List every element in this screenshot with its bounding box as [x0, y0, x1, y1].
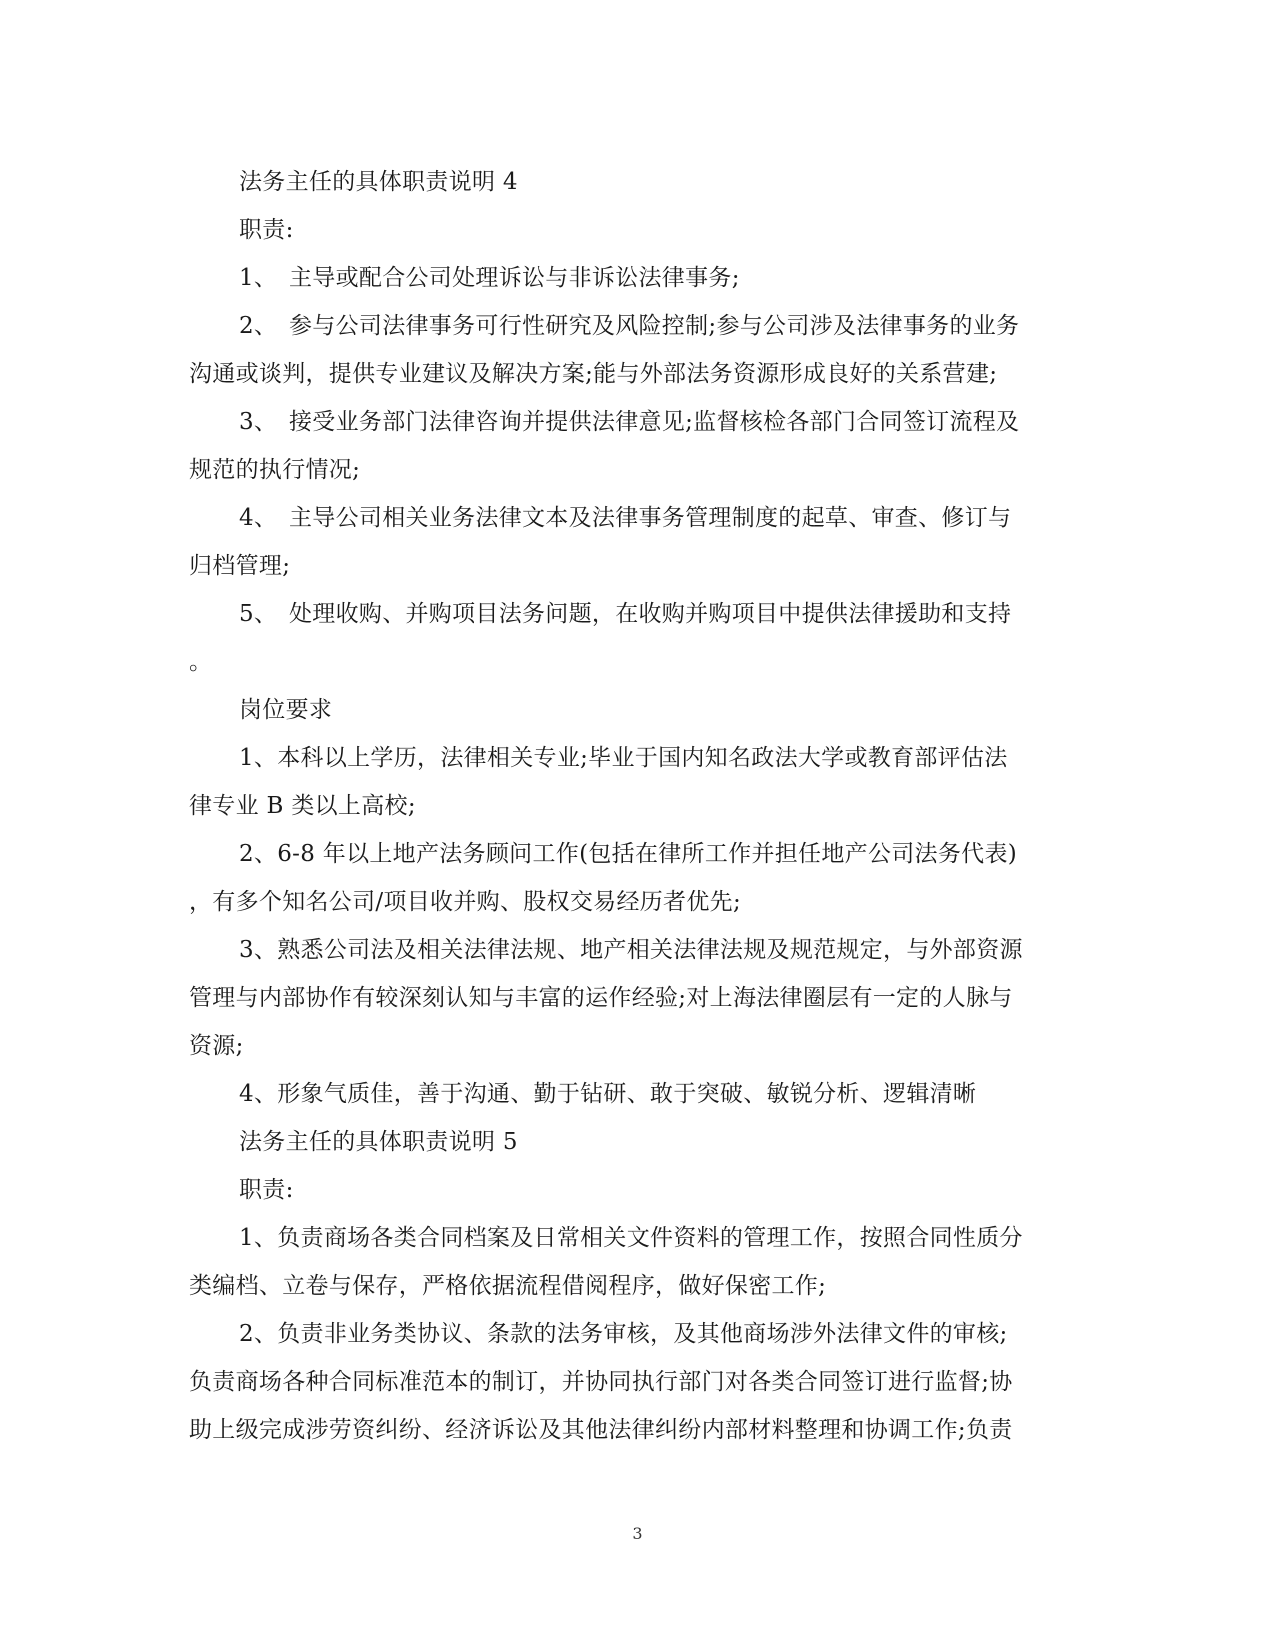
line-text: 资源;	[189, 1033, 244, 1059]
document-body	[189, 158, 1081, 1454]
text-line	[189, 446, 1081, 494]
line-text: 主导公司相关业务法律文本及法律事务管理制度的起草、审查、修订与	[289, 505, 1012, 531]
text-line	[189, 1262, 1081, 1310]
text-line	[189, 1310, 1081, 1358]
text-line	[189, 158, 1081, 206]
text-line	[189, 1166, 1081, 1214]
line-text: 接受业务部门法律咨询并提供法律意见;监督核检各部门合同签订流程及	[289, 409, 1020, 435]
list-number: 5、	[239, 601, 278, 627]
line-text: 处理收购、并购项目法务问题，在收购并购项目中提供法律援助和支持	[289, 601, 1012, 627]
text-line	[189, 1070, 1081, 1118]
text-line	[189, 1406, 1081, 1454]
line-text: 。	[189, 649, 213, 675]
line-text: 沟通或谈判，提供专业建议及解决方案;能与外部法务资源形成良好的关系营建;	[189, 361, 998, 387]
text-line	[189, 350, 1081, 398]
list-number: 3、	[239, 409, 278, 435]
text-line	[189, 686, 1081, 734]
line-text: 规范的执行情况;	[189, 457, 361, 483]
text-line	[189, 1118, 1081, 1166]
line-text: 岗位要求	[239, 697, 333, 723]
text-line	[189, 1214, 1081, 1262]
text-line	[189, 830, 1081, 878]
text-line	[189, 974, 1081, 1022]
text-line	[189, 542, 1081, 590]
text-line	[189, 590, 1081, 638]
line-text: 1、负责商场各类合同档案及日常相关文件资料的管理工作，按照合同性质分	[239, 1225, 1023, 1251]
line-text: 助上级完成涉劳资纠纷、经济诉讼及其他法律纠纷内部材料整理和协调工作;负责	[189, 1417, 1013, 1443]
text-line	[189, 398, 1081, 446]
text-line	[189, 254, 1081, 302]
text-line	[189, 926, 1081, 974]
line-text: 归档管理;	[189, 553, 291, 579]
line-text: 2、负责非业务类协议、条款的法务审核，及其他商场涉外法律文件的审核;	[239, 1321, 1008, 1347]
text-line	[189, 206, 1081, 254]
line-text: 4、形象气质佳，善于沟通、勤于钻研、敢于突破、敏锐分析、逻辑清晰	[239, 1081, 977, 1107]
text-line	[189, 1022, 1081, 1070]
line-text: 负责商场各种合同标准范本的制订，并协同执行部门对各类合同签订进行监督;协	[189, 1369, 1013, 1395]
line-text: 职责:	[239, 217, 294, 243]
text-line	[189, 638, 1081, 686]
line-text: 类编档、立卷与保存，严格依据流程借阅程序，做好保密工作;	[189, 1273, 827, 1299]
line-text: 法务主任的具体职责说明 4	[239, 169, 518, 195]
line-text: 律专业 B 类以上高校;	[189, 793, 416, 819]
text-line	[189, 302, 1081, 350]
text-line	[189, 734, 1081, 782]
text-line	[189, 782, 1081, 830]
list-number: 2、	[239, 313, 278, 339]
line-text: 参与公司法律事务可行性研究及风险控制;参与公司涉及法律事务的业务	[289, 313, 1020, 339]
text-line	[189, 494, 1081, 542]
list-number: 4、	[239, 505, 278, 531]
text-line	[189, 878, 1081, 926]
line-text: 2、6-8 年以上地产法务顾问工作(包括在律所工作并担任地产公司法务代表)	[239, 841, 1018, 867]
line-text: 主导或配合公司处理诉讼与非诉讼法律事务;	[289, 265, 740, 291]
text-line	[189, 1358, 1081, 1406]
line-text: 职责:	[239, 1177, 294, 1203]
list-number: 1、	[239, 265, 278, 291]
line-text: 1、本科以上学历，法律相关专业;毕业于国内知名政法大学或教育部评估法	[239, 745, 1008, 771]
page-number: 3	[632, 1524, 643, 1543]
line-text: 法务主任的具体职责说明 5	[239, 1129, 518, 1155]
line-text: 管理与内部协作有较深刻认知与丰富的运作经验;对上海法律圈层有一定的人脉与	[189, 985, 1013, 1011]
line-text: 3、熟悉公司法及相关法律法规、地产相关法律法规及规范规定，与外部资源	[239, 937, 1023, 963]
line-text: ，有多个知名公司/项目收并购、股权交易经历者优先;	[189, 889, 741, 915]
